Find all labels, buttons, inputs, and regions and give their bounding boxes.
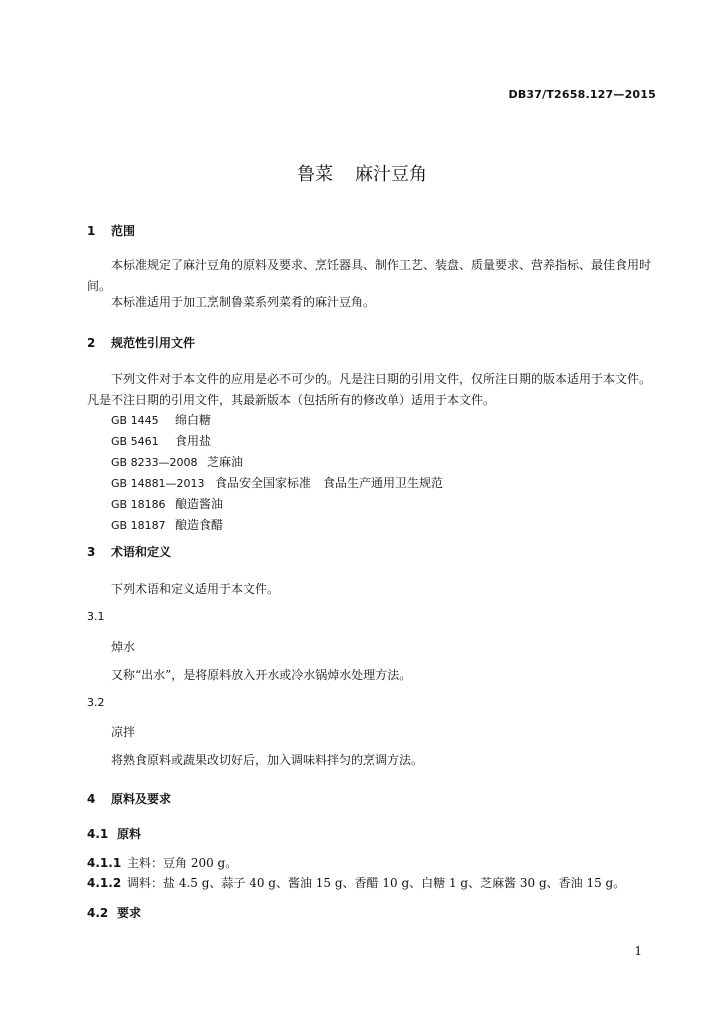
section-1-heading — [87, 222, 135, 239]
reference-name: 绵白糖 — [175, 413, 212, 427]
subsection-number: 4.2 — [87, 906, 109, 920]
scope-paragraph-2: 本标准适用于加工烹制鲁菜系列菜肴的麻汁豆角。 — [111, 295, 376, 309]
reference-code: GB 5461 — [111, 435, 159, 448]
scope-paragraph-1: 本标准规定了麻汁豆角的原料及要求、烹饪器具、制作工艺、装盘、质量要求、营养指标、最佳食用时间。 — [87, 258, 652, 293]
reference-code: GB 1445 — [111, 414, 159, 427]
item-number: 4.1.1 — [87, 856, 122, 870]
reference-name: 芝麻油 — [207, 455, 244, 469]
term-number: 3.1 — [87, 610, 105, 623]
item-number: 4.1.2 — [87, 876, 122, 890]
subsection-title: 要求 — [117, 906, 142, 920]
standard-code: DB37/T2658.127—2015 — [508, 88, 656, 101]
title-part-2: 麻汁豆角 — [355, 164, 427, 185]
section-title: 原料及要求 — [111, 792, 172, 806]
reference-item — [111, 516, 223, 533]
section-number: 3 — [87, 545, 96, 559]
reference-code: GB 18187 — [111, 519, 166, 532]
term-definition: 将熟食原料或蔬果改切好后，加入调味料拌匀的烹调方法。 — [111, 753, 424, 767]
reference-item — [111, 474, 443, 491]
page-number: 1 — [634, 944, 642, 958]
subsection-heading — [87, 825, 141, 842]
section-number: 4 — [87, 792, 96, 806]
section-4-heading — [87, 790, 171, 807]
reference-name: 食品安全国家标准 食品生产通用卫生规范 — [215, 476, 444, 490]
section-number: 1 — [87, 224, 96, 238]
list-item — [87, 874, 625, 891]
reference-name: 酿造酱油 — [175, 497, 224, 511]
section-3-heading — [87, 543, 171, 560]
list-item — [87, 854, 237, 871]
references-intro-paragraph: 下列文件对于本文件的应用是必不可少的。凡是注日期的引用文件，仅所注日期的版本适用于本文件。凡是不注日期的引用文件，其最新版本（包括所有的修改单）适用于本文件。 — [87, 372, 652, 407]
terms-intro: 下列术语和定义适用于本文件。 — [111, 582, 280, 596]
term-number: 3.2 — [87, 696, 105, 709]
reference-code: GB 8233—2008 — [111, 456, 198, 469]
section-title: 范围 — [111, 224, 136, 238]
reference-item — [111, 432, 211, 449]
reference-item — [111, 453, 243, 470]
item-text: 主料：豆角 200 g。 — [127, 856, 238, 870]
subsection-title: 原料 — [117, 827, 142, 841]
reference-name: 酿造食醋 — [175, 518, 224, 532]
reference-code: GB 14881—2013 — [111, 477, 205, 490]
reference-name: 食用盐 — [175, 434, 212, 448]
item-text: 调料：盐 4.5 g、蒜子 40 g、酱油 15 g、香醋 10 g、白糖 1 g、芝麻酱 30 g、香油 15 g。 — [127, 876, 626, 890]
section-number: 2 — [87, 336, 96, 350]
document-title — [0, 160, 724, 186]
term-name: 焯水 — [111, 640, 136, 654]
reference-code: GB 18186 — [111, 498, 166, 511]
term-name: 凉拌 — [111, 725, 136, 739]
term-definition: 又称“出水”，是将原料放入开水或冷水锅焯水处理方法。 — [111, 668, 412, 682]
title-part-1: 鲁菜 — [297, 164, 333, 185]
subsection-heading — [87, 904, 141, 921]
reference-item — [111, 495, 223, 512]
section-title: 规范性引用文件 — [111, 336, 196, 350]
subsection-number: 4.1 — [87, 827, 109, 841]
section-2-heading — [87, 334, 195, 351]
section-title: 术语和定义 — [111, 545, 172, 559]
reference-item — [111, 411, 211, 428]
